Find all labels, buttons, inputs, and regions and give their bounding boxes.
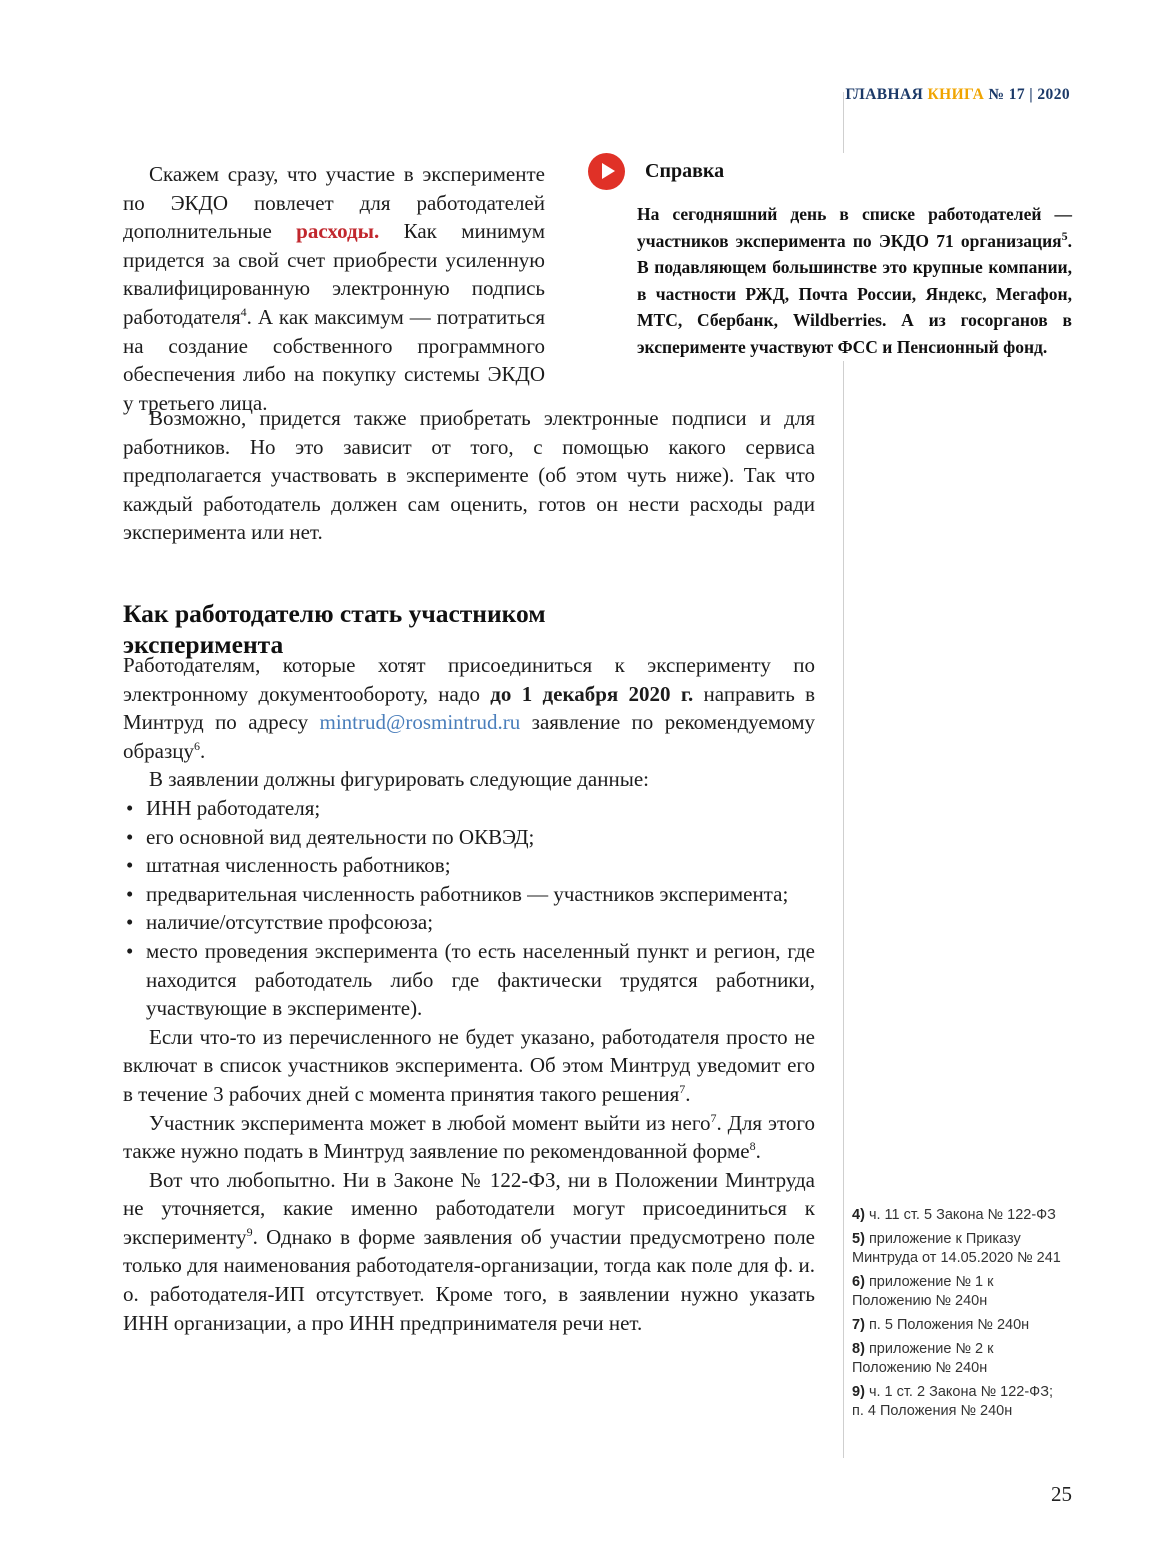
reference-box-header bbox=[588, 153, 1072, 190]
list-item: • его основной вид деятельности по ОКВЭД; bbox=[123, 823, 815, 852]
reference-text-2: . В подавляющем большинстве это крупные компании, в частности РЖД, Почта России, Яндекс, Мегафон, МТС, Сбербанк, Wildberries. А из госорганов в эксперименте участвуют ФСС и Пенсионный фонд. bbox=[637, 230, 1072, 357]
intro-p1-text3: . А как максимум — потратиться на создание собственного программного обеспечения либо на покупку системы ЭКДО у третьего лица. bbox=[123, 304, 545, 415]
main-p5-text2: . Однако в форме заявления об участии предусмотрено поле только для наименования работодателя-организации, тогда как поле для ф. и. о. работодателя-ИП отсутствует. Кроме того, в заявлении нужно указать ИНН организации, а про ИНН предпринимателя речи нет. bbox=[123, 1224, 815, 1335]
footnote-text: приложение № 1 к Положению № 240н bbox=[852, 1274, 994, 1309]
footnote-item bbox=[852, 1273, 1064, 1311]
intro-column bbox=[123, 160, 545, 417]
footnotes-column bbox=[852, 1206, 1064, 1426]
intro-p1-text2: Как минимум придется за свой счет приобрести усиленную квалифицированную электронную подпись работодателя bbox=[123, 219, 546, 329]
main-paragraph-3 bbox=[123, 1023, 815, 1109]
list-item: • предварительная численность работников — участников эксперимента; bbox=[123, 880, 815, 909]
main-p3-text: Если что-то из перечисленного не будет указано, работодателя просто не включат в список участников эксперимента. Об этом Минтруд уведомит его в течение 3 рабочих дней с момента принятия такого решения bbox=[123, 1024, 815, 1106]
intro-p1-text: Скажем сразу, что участие в эксперименте по ЭКДО повлечет для работодателей дополнительные bbox=[123, 162, 545, 244]
list-item: • место проведения эксперимента (то есть населенный пункт и регион, где находится работодатель либо где фактически трудятся работники, участвующие в эксперименте). bbox=[123, 937, 815, 1023]
page-header bbox=[0, 86, 1070, 104]
main-p1-text2: направить в Минтруд по адресу bbox=[123, 681, 816, 735]
footnote-item bbox=[852, 1230, 1064, 1268]
footnote-text: ч. 11 ст. 5 Закона № 122-ФЗ bbox=[868, 1207, 1056, 1223]
main-paragraph-5 bbox=[123, 1166, 815, 1338]
footnote-ref-4: 4 bbox=[240, 304, 247, 319]
intro-paragraph-1 bbox=[123, 160, 545, 417]
footnote-item bbox=[852, 1316, 1064, 1335]
reference-box-title: Справка bbox=[645, 160, 725, 182]
footnote-text: п. 5 Положения № 240н bbox=[868, 1317, 1030, 1333]
main-paragraph-1 bbox=[123, 651, 815, 765]
footnote-ref-8: 8 bbox=[749, 1139, 756, 1154]
main-p3-text2: . bbox=[685, 1081, 691, 1106]
footnote-item bbox=[852, 1206, 1064, 1225]
requirements-list bbox=[123, 794, 815, 1023]
intro-paragraph-2: Возможно, придется также приобретать электронные подписи и для работников. Но это зависит от того, с помощью какого сервиса предполагается участвовать в эксперименте (об этом чуть ниже). Так что каждый работодатель должен сам оценить, готов он нести расходы ради эксперимента или нет. bbox=[123, 406, 815, 545]
footnote-ref-5: 5 bbox=[1061, 228, 1068, 243]
issue-label: № 17 | 2020 bbox=[988, 86, 1070, 103]
main-p1-text3: заявление по рекомендуемому образцу bbox=[123, 710, 815, 763]
email-link[interactable]: mintrud@rosmintrud.ru bbox=[319, 710, 521, 735]
main-p5-text: Вот что любопытно. Ни в Законе № 122-ФЗ, ни в Положении Минтруда не уточняется, какие именно работодатели могут присоединиться к эксперименту bbox=[123, 1167, 815, 1249]
deadline-bold: до 1 декабря 2020 г. bbox=[490, 681, 694, 706]
section-heading-line1: Как работодателю стать участником bbox=[123, 599, 546, 629]
play-triangle-icon bbox=[602, 163, 615, 179]
reference-box-text bbox=[637, 201, 1072, 361]
play-icon bbox=[588, 153, 625, 190]
main-section bbox=[123, 651, 815, 1337]
footnote-ref-9: 9 bbox=[246, 1224, 253, 1239]
intro-fullwidth bbox=[123, 404, 815, 547]
footnote-text: приложение № 2 к Положению № 240н bbox=[852, 1341, 994, 1376]
footnote-ref-7b: 7 bbox=[710, 1110, 717, 1125]
footnote-item bbox=[852, 1383, 1064, 1421]
section-heading-line2: эксперимента bbox=[123, 630, 284, 660]
brand-secondary: КНИГА bbox=[927, 86, 985, 103]
footnote-text: приложение к Приказу Минтруда от 14.05.2020 № 241 bbox=[852, 1231, 1061, 1266]
list-item: • штатная численность работников; bbox=[123, 851, 815, 880]
reference-box bbox=[588, 153, 1072, 361]
main-p4-text: Участник эксперимента может в любой момент выйти из него bbox=[149, 1110, 711, 1135]
highlighted-word: расходы. bbox=[296, 219, 380, 244]
reference-text-1: На сегодняшний день в списке работодателей — участников эксперимента по ЭКДО 71 организация bbox=[637, 204, 1072, 251]
footnote-number: 9) bbox=[852, 1384, 865, 1400]
footnote-number: 4) bbox=[852, 1207, 865, 1223]
footnote-number: 5) bbox=[852, 1231, 865, 1247]
footnote-ref-7: 7 bbox=[679, 1081, 686, 1096]
footnote-number: 8) bbox=[852, 1341, 865, 1357]
footnote-number: 6) bbox=[852, 1274, 865, 1290]
footnote-ref-6: 6 bbox=[194, 738, 201, 753]
footnote-text: ч. 1 ст. 2 Закона № 122-ФЗ; п. 4 Положения № 240н bbox=[852, 1384, 1053, 1419]
main-p1-text4: . bbox=[200, 738, 206, 763]
main-p4-text2: . Для этого также нужно подать в Минтруд заявление по рекомендованной форме bbox=[123, 1110, 816, 1164]
list-item: • ИНН работодателя; bbox=[123, 794, 815, 823]
brand-primary: ГЛАВНАЯ bbox=[845, 86, 924, 103]
main-p4-text3: . bbox=[755, 1139, 761, 1164]
main-paragraph-4 bbox=[123, 1109, 815, 1166]
main-p1-text: Работодателям, которые хотят присоединиться к эксперименту по электронному документообороту, надо bbox=[123, 653, 815, 706]
list-item: • наличие/отсутствие профсоюза; bbox=[123, 908, 815, 937]
page-number: 25 bbox=[1051, 1482, 1072, 1506]
footnote-item bbox=[852, 1340, 1064, 1378]
footnote-number: 7) bbox=[852, 1317, 865, 1333]
main-paragraph-2: В заявлении должны фигурировать следующие данные: bbox=[149, 767, 649, 792]
